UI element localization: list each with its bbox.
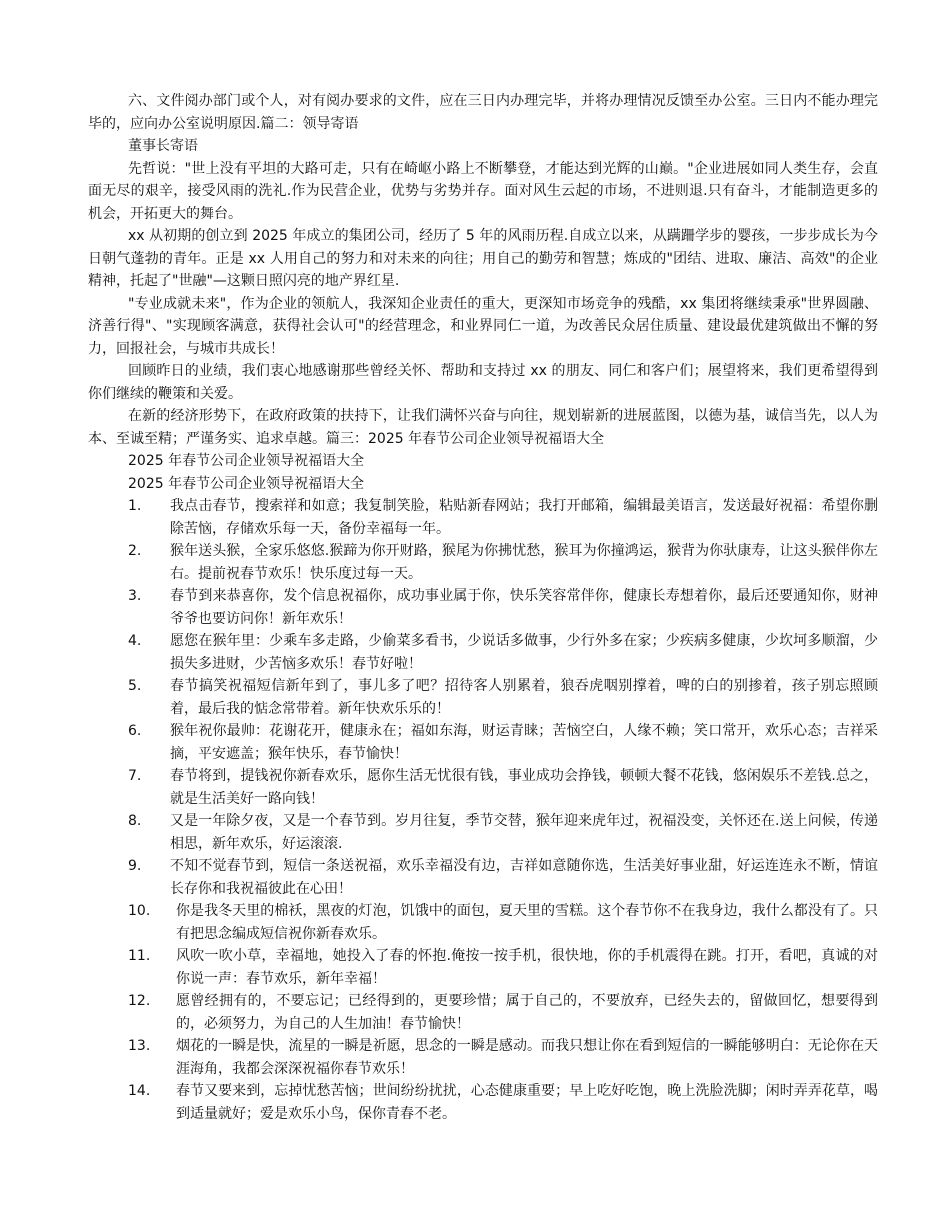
list-item-text: 你是我冬天里的棉袄，黑夜的灯泡，饥饿中的面包，夏天里的雪糕。这个春节你不在我身边，我什么都没有了。只有把思念编成短信祝你新春欢乐。 bbox=[176, 903, 878, 942]
list-item bbox=[88, 675, 878, 720]
list-item-number: 11. bbox=[128, 948, 151, 964]
list-item-text: 愿曾经拥有的，不要忘记；已经得到的，更要珍惜；属于自己的，不要放弃，已经失去的，留做回忆，想要得到的，必须努力，为自己的人生加油！春节愉快！ bbox=[176, 993, 878, 1032]
list-item-text: 春节到来恭喜你，发个信息祝福你，成功事业属于你，快乐笑容常伴你，健康长寿想着你，最后还要通知你，财神爷爷也要访问你！新年欢乐！ bbox=[170, 588, 878, 627]
list-item-number: 12. bbox=[128, 993, 151, 1009]
list-item-text: 风吹一吹小草，幸福地，她投入了春的怀抱.俺按一按手机，很快地，你的手机震得在跳。打开，看吧，真诚的对你说一声：春节欢乐，新年幸福！ bbox=[176, 948, 878, 987]
heading-chairman-message: 董事长寄语 bbox=[128, 138, 198, 154]
list-item bbox=[88, 900, 878, 945]
heading-blessings-1: 2025 年春节公司企业领导祝福语大全 bbox=[128, 453, 365, 469]
list-item-text: 春节将到，提钱祝你新春欢乐，愿你生活无忧很有钱，事业成功会挣钱，顿顿大餐不花钱，悠闲娱乐不差钱.总之，就是生活美好一路向钱！ bbox=[170, 768, 878, 807]
paragraph-philosopher-quote: 先哲说："世上没有平坦的大路可走，只有在崎岖小路上不断攀登，才能达到光辉的山巅。"企业进展如同人类生存，会直面无尽的艰辛，接受风雨的洗礼.作为民营企业，优势与劣势并存。面对风生云起的市场，不进则退.只有奋斗，才能制造更多的机会，开拓更大的舞台。 bbox=[88, 160, 878, 222]
list-item-text: 不知不觉春节到，短信一条送祝福，欢乐幸福没有边，吉祥如意随你选，生活美好事业甜，好运连连永不断，情谊长存你和我祝福彼此在心田！ bbox=[170, 858, 878, 897]
list-item-text: 又是一年除夕夜，又是一个春节到。岁月往复，季节交替，猴年迎来虎年过，祝福没变，关怀还在.送上问候，传递相思，新年欢乐，好运滚滚. bbox=[170, 813, 878, 852]
list-item-number: 1. bbox=[128, 498, 142, 514]
paragraph-review-thanks: 回顾昨日的业绩，我们衷心地感谢那些曾经关怀、帮助和支持过 xx 的朋友、同仁和客户们；展望将来，我们更希望得到你们继续的鞭策和关爱。 bbox=[88, 363, 878, 402]
list-item bbox=[88, 630, 878, 675]
list-item-text: 愿您在猴年里：少乘车多走路，少偷菜多看书，少说话多做事，少行外多在家；少疾病多健康，少坎坷多顺溜，少损失多进财，少苦恼多欢乐！春节好啦！ bbox=[170, 633, 878, 672]
list-item bbox=[88, 1035, 878, 1080]
list-item-text: 猴年祝你最帅：花谢花开，健康永在；福如东海，财运青睐；苦恼空白，人缘不赖；笑口常开，欢乐心态；吉祥采摘，平安遮盖；猴年快乐，春节愉快！ bbox=[170, 723, 878, 762]
list-item-number: 2. bbox=[128, 543, 142, 559]
list-item-text: 烟花的一瞬是快，流星的一瞬是祈愿，思念的一瞬是感动。而我只想让你在看到短信的一瞬能够明白：无论你在天涯海角，我都会深深祝福你春节欢乐！ bbox=[176, 1038, 878, 1077]
paragraph-professional-future: "专业成就未来"，作为企业的领航人，我深知企业责任的重大，更深知市场竞争的残酷，xx 集团将继续秉承"世界圆融、济善行得"、"实现顾客满意，获得社会认可"的经营理念，和业界同仁一道，为改善民众居住质量、建设最优建筑做出不懈的努力，回报社会，与城市共成长！ bbox=[88, 295, 878, 357]
list-item bbox=[88, 855, 878, 900]
list-item bbox=[88, 585, 878, 630]
list-item-number: 9. bbox=[128, 858, 142, 874]
paragraph-new-situation: 在新的经济形势下，在政府政策的扶持下，让我们满怀兴奋与向往，规划崭新的进展蓝图，以德为基，诚信当先，以人为本、至诚至精；严谨务实、追求卓越。篇三：2025 年春节公司企业领导祝福语大全 bbox=[88, 408, 878, 447]
list-item-number: 8. bbox=[128, 813, 142, 829]
list-item-number: 7. bbox=[128, 768, 142, 784]
heading-blessings-2: 2025 年春节公司企业领导祝福语大全 bbox=[128, 475, 365, 492]
list-item bbox=[88, 945, 878, 990]
list-item-number: 10. bbox=[128, 903, 151, 919]
list-item bbox=[88, 810, 878, 855]
list-item-number: 3. bbox=[128, 588, 142, 604]
paragraph-file-handling: 六、文件阅办部门或个人，对有阅办要求的文件，应在三日内办理完毕，并将办理情况反馈至办公室。三日内不能办理完毕的，应向办公室说明原因.篇二：领导寄语 bbox=[88, 93, 878, 132]
paragraph-company-history: xx 从初期的创立到 2025 年成立的集团公司，经历了 5 年的风雨历程.自成立以来，从蹒跚学步的婴孩，一步步成长为今日朝气蓬勃的青年。正是 xx 人用自己的努力和对未来的向往；用自己的勤劳和智慧；炼成的"团结、进取、廉洁、高效"的企业精神，托起了"世融"—这颗日照闪亮的地产界红星. bbox=[88, 228, 878, 289]
list-item bbox=[88, 990, 878, 1035]
list-item-number: 13. bbox=[128, 1038, 151, 1054]
list-item bbox=[88, 720, 878, 765]
blessing-list bbox=[88, 495, 878, 1125]
list-item bbox=[88, 765, 878, 810]
list-item bbox=[88, 495, 878, 540]
list-item-number: 14. bbox=[128, 1083, 151, 1099]
list-item-text: 春节又要来到，忘掉忧愁苦恼；世间纷纷扰扰，心态健康重要；早上吃好吃饱，晚上洗脸洗脚；闲时弄弄花草，喝到适量就好；爱是欢乐小鸟，保你青春不老。 bbox=[176, 1083, 878, 1122]
list-item-number: 5. bbox=[128, 678, 142, 694]
document-page bbox=[88, 90, 878, 1125]
list-item bbox=[88, 1080, 878, 1125]
list-item-number: 6. bbox=[128, 723, 142, 739]
list-item-text: 我点击春节，搜索祥和如意；我复制笑脸，粘贴新春网站；我打开邮箱，编辑最美语言，发送最好祝福：希望你删除苦恼，存储欢乐每一天，备份幸福每一年。 bbox=[170, 498, 878, 537]
list-item bbox=[88, 540, 878, 585]
list-item-text: 猴年送头猴，全家乐悠悠.猴蹄为你开财路，猴尾为你拂忧愁，猴耳为你撞鸿运，猴背为你驮康寿，让这头猴伴你左右。提前祝春节欢乐！快乐度过每一天。 bbox=[170, 543, 878, 582]
list-item-text: 春节搞笑祝福短信新年到了，事儿多了吧？招待客人别累着，狼吞虎咽别撑着，啤的白的别掺着，孩子别忘照顾着，最后我的惦念常带着。新年快欢乐乐的！ bbox=[170, 678, 878, 717]
list-item-number: 4. bbox=[128, 633, 142, 649]
